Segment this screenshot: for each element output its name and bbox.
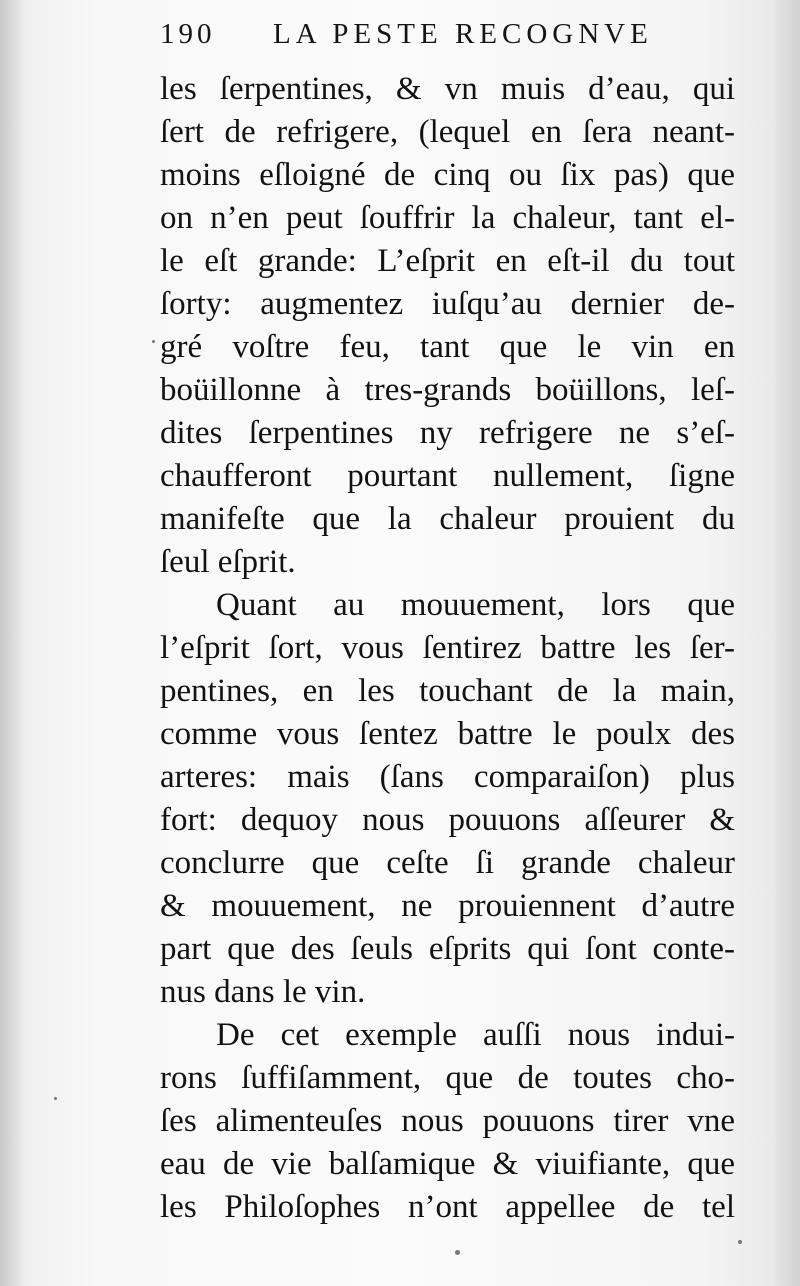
text-line: ſes alimenteuſes nous pouuons tirer vne bbox=[160, 1103, 735, 1139]
text-line: pentines, en les touchant de la main, bbox=[160, 673, 735, 709]
ink-speck bbox=[738, 1240, 742, 1244]
text-line: moins eſloigné de cinq ou ſix pas) que bbox=[160, 157, 735, 193]
text-line: arteres: mais (ſans comparaiſon) plus bbox=[160, 759, 735, 795]
text-line: chaufferont pourtant nullement, ſigne bbox=[160, 458, 735, 494]
gutter-shadow bbox=[0, 0, 26, 1286]
text-line: eau de vie balſamique & viuifiante, que bbox=[160, 1146, 735, 1182]
text-line: boüillonne à tres-grands boüillons, leſ- bbox=[160, 372, 735, 408]
text-line: manifeſte que la chaleur prouient du bbox=[160, 501, 735, 537]
text-line: l’eſprit ſort, vous ſentirez battre les ſer- bbox=[160, 630, 735, 666]
text-line: ſeul eſprit. bbox=[160, 544, 296, 580]
text-line: dites ſerpentines ny refrigere ne s’eſ- bbox=[160, 415, 735, 451]
running-head bbox=[160, 18, 720, 58]
text-line: ſorty: augmentez iuſqu’au dernier de- bbox=[160, 286, 735, 322]
text-line: les Philoſophes n’ont appellee de tel bbox=[160, 1189, 735, 1225]
page-number: 190 bbox=[160, 18, 216, 50]
paragraph-start-line: Quant au mouuement, lors que bbox=[216, 587, 735, 623]
running-title: LA PESTE RECOGNVE bbox=[273, 18, 653, 50]
text-line: nus dans le vin. bbox=[160, 974, 366, 1010]
text-line: fort: dequoy nous pouuons aſſeurer & bbox=[160, 802, 735, 838]
paragraph-start-line: De cet exemple auſſi nous indui- bbox=[216, 1017, 735, 1053]
edge-shadow bbox=[770, 0, 800, 1286]
text-line: part que des ſeuls eſprits qui ſont conte- bbox=[160, 931, 735, 967]
text-line: on n’en peut ſouffrir la chaleur, tant el- bbox=[160, 200, 735, 236]
text-line: le eſt grande: L’eſprit en eſt-il du tout bbox=[160, 243, 735, 279]
ink-speck bbox=[54, 1097, 57, 1100]
text-line: gré voſtre feu, tant que le vin en bbox=[160, 329, 735, 365]
text-line: ſert de refrigere, (lequel en ſera neant- bbox=[160, 114, 735, 150]
text-line: & mouuement, ne prouiennent d’autre bbox=[160, 888, 735, 924]
ink-speck bbox=[455, 1250, 460, 1255]
text-line: comme vous ſentez battre le poulx des bbox=[160, 716, 735, 752]
text-line: les ſerpentines, & vn muis d’eau, qui bbox=[160, 71, 735, 107]
text-line: conclurre que ceſte ſi grande chaleur bbox=[160, 845, 735, 881]
text-line: rons ſuffiſamment, que de toutes cho- bbox=[160, 1060, 735, 1096]
ink-speck bbox=[152, 340, 155, 343]
